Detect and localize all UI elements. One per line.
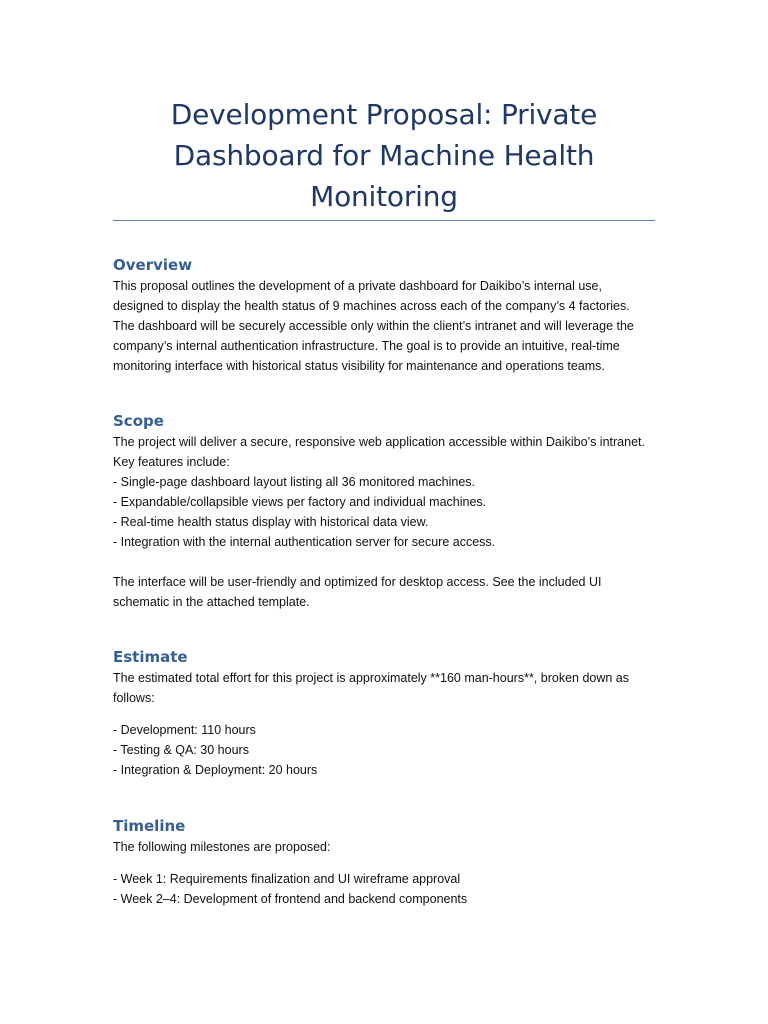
text-line: Key features include: <box>113 455 230 469</box>
section-heading-timeline: Timeline <box>113 817 186 835</box>
list-item: - Real-time health status display with historical data view. <box>113 515 429 529</box>
text-line: The project will deliver a secure, responsive web application accessible within Daikibo’s intranet. <box>113 435 645 449</box>
spacer <box>113 708 658 720</box>
scope-note-paragraph <box>113 572 658 612</box>
timeline-milestones <box>113 869 658 909</box>
overview-paragraph <box>113 276 658 376</box>
text-line: monitoring interface with historical status visibility for maintenance and operations teams. <box>113 359 605 373</box>
section-scope <box>113 410 658 612</box>
section-estimate <box>113 646 658 780</box>
list-item: - Development: 110 hours <box>113 723 256 737</box>
list-item: - Week 1: Requirements finalization and UI wireframe approval <box>113 872 461 886</box>
list-item: - Testing & QA: 30 hours <box>113 743 249 757</box>
list-item: - Week 2–4: Development of frontend and backend components <box>113 892 468 906</box>
estimate-breakdown <box>113 720 658 780</box>
timeline-paragraph <box>113 837 658 857</box>
title-line: Development Proposal: Private <box>170 98 598 131</box>
text-line: company’s internal authentication infrastructure. The goal is to provide an intuitive, real-time <box>113 339 620 353</box>
text-line: The estimated total effort for this project is approximately **160 man-hours**, broken down as <box>113 671 630 685</box>
text-line: The interface will be user-friendly and optimized for desktop access. See the included UI <box>113 575 602 589</box>
estimate-paragraph <box>113 668 658 708</box>
text-line: designed to display the health status of 9 machines across each of the company’s 4 factories. <box>113 299 630 313</box>
document-title <box>113 94 655 217</box>
text-line: follows: <box>113 691 155 705</box>
spacer <box>113 857 658 869</box>
list-item: - Single-page dashboard layout listing all 36 monitored machines. <box>113 475 476 489</box>
section-heading-estimate: Estimate <box>113 648 188 666</box>
text-line: The dashboard will be securely accessible only within the client’s intranet and will leverage the <box>113 319 634 333</box>
list-item: - Integration with the internal authentication server for secure access. <box>113 535 496 549</box>
section-heading-scope: Scope <box>113 412 164 430</box>
section-overview <box>113 254 658 376</box>
title-line: Monitoring <box>310 180 458 213</box>
title-divider <box>113 220 655 221</box>
spacer <box>113 552 658 572</box>
list-item: - Expandable/collapsible views per factory and individual machines. <box>113 495 487 509</box>
text-line: The following milestones are proposed: <box>113 840 331 854</box>
text-line: This proposal outlines the development of a private dashboard for Daikibo’s internal use, <box>113 279 602 293</box>
title-line: Dashboard for Machine Health <box>173 139 595 172</box>
text-line: schematic in the attached template. <box>113 595 310 609</box>
section-timeline <box>113 815 658 909</box>
section-heading-overview: Overview <box>113 256 193 274</box>
list-item: - Integration & Deployment: 20 hours <box>113 763 318 777</box>
scope-paragraph <box>113 432 658 552</box>
